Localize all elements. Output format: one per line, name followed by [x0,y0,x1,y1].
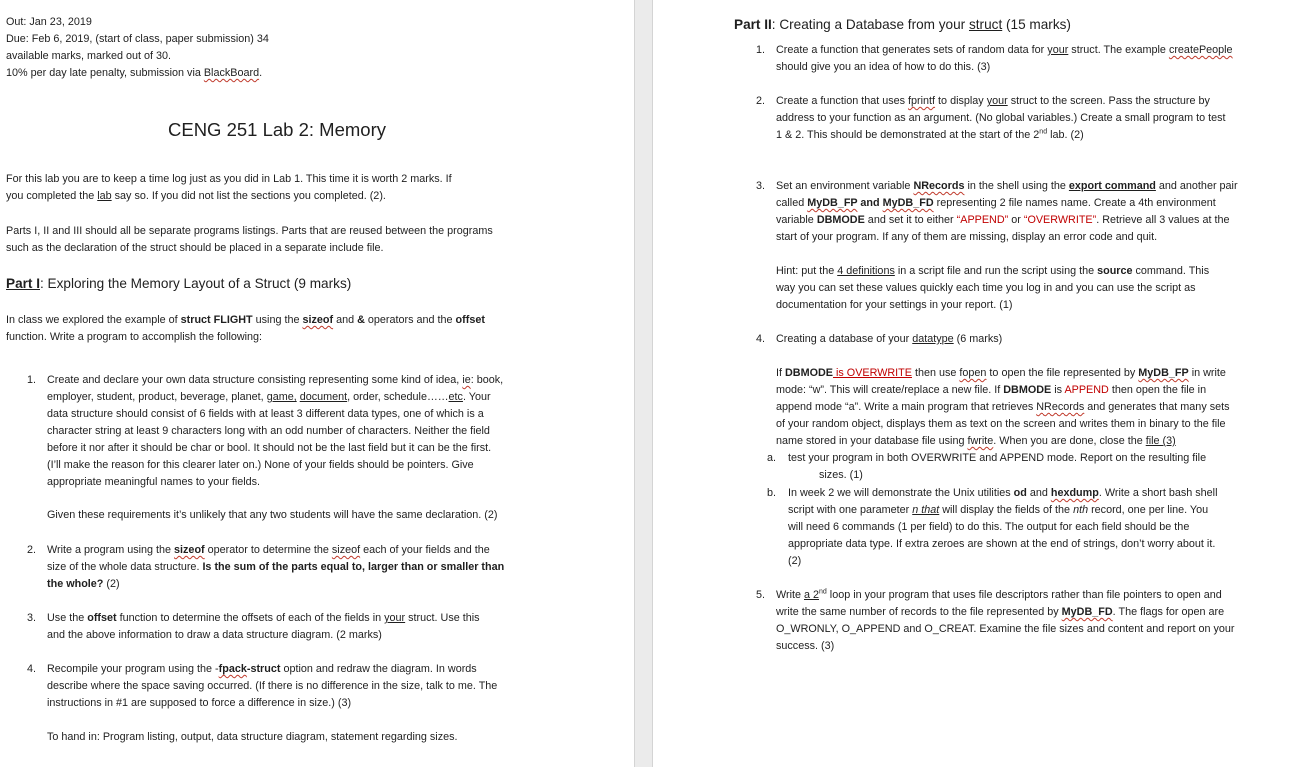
sub-b-letter: b. [767,487,777,499]
t: game, [266,391,297,403]
t: mode: “w”. This will create/replace a new file. If [776,384,1004,396]
t: In week 2 we will demonstrate the Unix utilities [788,487,1014,499]
t: name stored in your database file using [776,435,968,447]
r-item3-l4: start of your program. If any of them are missing, display an error code and quit. [776,231,1158,243]
t: loop in your program that uses file descriptors rather than file pointers to open and [826,589,1222,601]
t: (15 marks) [1002,17,1071,32]
t: MyDB_FP [1138,367,1189,379]
p1-item1-l5: before it nor after it should be char or bool. It should not be the last field but it can be the first. [47,442,492,454]
part1-heading [6,275,351,293]
part2-item1 [776,42,1304,76]
sub-b-l1 [788,485,1304,502]
t: fprintf [908,95,936,107]
t: employer, student, product, beverage, planet, [47,391,267,403]
t: a 2 [804,589,820,601]
intro1-line2 [6,188,626,205]
t: option and redraw the diagram. In words [280,663,477,675]
r-item3-l2 [776,195,1304,212]
sub-b-l4: appropriate data type. If extra zeroes are shown at the end of strings, don’t worry about it. [788,538,1216,550]
sub-b-l3: will need 6 commands (1 per field) to do this. The output for each field should be the [788,521,1190,533]
r-item1-l1 [776,42,1304,59]
t: struct [968,17,1003,32]
t: “APPEND” [956,214,1009,226]
p1-item1-l4: character string at least 9 characters long with an odd number of characters. Neither the field [47,425,490,437]
t: Hint: put the [776,265,838,277]
t: Recompile your program using the - [47,663,219,675]
intro1-line1: For this lab you are to keep a time log just as you did in Lab 1. This time it is worth 2 marks. If [6,173,452,185]
t: MyDB_FP [807,197,858,209]
t: lab. (2) [1047,129,1084,141]
t: Is the sum of the parts equal to, larger than or smaller than [202,561,505,573]
part2-item4-a [788,450,1304,484]
t: size of the whole data structure. [47,561,203,573]
item1-number: 1. [27,374,37,386]
item4-number: 4. [27,663,37,675]
t: and set it to either [864,214,957,226]
r-item5-number: 5. [756,589,766,601]
t: n that [912,504,940,516]
t: , order, schedule…… [347,391,449,403]
r-item4-p2 [776,382,1307,399]
sub-b-l5: (2) [788,555,802,567]
t: append mode “a”. Write a main program that retrieves [776,401,1037,413]
t: DBMODE [1003,384,1052,396]
p1-item2-l3 [47,576,631,593]
lab-title: CENG 251 Lab 2: Memory [168,119,386,140]
t: createPeople [1168,44,1233,56]
hint-l1 [776,263,1304,280]
t: is OVERWRITE [833,367,912,379]
t: MyDB_FD [1061,606,1113,618]
t: then use [911,367,960,379]
due-date-line2: available marks, marked out of 30. [6,50,172,62]
t: NRecords [913,180,965,192]
t: representing 2 file names name. Create a 4th environment [933,197,1216,209]
t: struct. The example [1068,44,1169,56]
t: -struct [246,663,281,675]
t: sizeof [331,544,361,556]
t: Create a function that uses [776,95,909,107]
part1-item2 [47,542,631,593]
t: 4 definitions [837,265,895,277]
p1-item2-l1 [47,542,631,559]
t: the whole? [47,578,104,590]
p1i-g: operators and the [364,314,456,326]
part2-item3 [776,178,1304,246]
part1-item1 [47,372,631,491]
p1-item1-l6: (I’ll make the reason for this clearer later on.) None of your fields should be pointers. Give [47,459,474,471]
t: variable [776,214,817,226]
p1i-c: using the [252,314,303,326]
t: . Retrieve all 3 values at the [1096,214,1230,226]
part1-intro [6,312,626,346]
t: offset [87,612,117,624]
t: APPEND [1064,384,1109,396]
t: MyDB_FD [882,197,934,209]
r-item3-number: 3. [756,180,766,192]
intro1-l2c: say so. If you did not list the sections you completed. (2). [111,190,386,202]
part2-item4-body [776,365,1307,450]
due-date-line1: Due: Feb 6, 2019, (start of class, paper submission) 34 [6,33,269,45]
sub-a-l1: test your program in both OVERWRITE and APPEND mode. Report on the resulting file [788,452,1207,464]
t: in write [1188,367,1226,379]
r-item2-l2: address to your function as an argument. (No global variables.) Create a small program to test [776,112,1226,124]
t: to open the file represented by [986,367,1139,379]
r-item4-p3 [776,399,1307,416]
t: nd [819,588,827,596]
t: od [1013,487,1027,499]
part2-item4-heading [776,331,1304,348]
p1i-a: In class we explored the example of [6,314,181,326]
p1-item4-l2: describe where the space saving occurred. (If there is no difference in the size, talk to me. The [47,680,498,692]
t: fwrite [967,435,994,447]
t: and generates that many sets [1084,401,1230,413]
t: Creating a database of your [776,333,913,345]
t: struct. Use this [405,612,480,624]
t: and [857,197,883,209]
t: : Creating a Database from your [771,17,969,32]
sub-a-l2: sizes. (1) [819,469,863,481]
t: record, one per line. You [1088,504,1209,516]
p1-item1-l2 [47,389,631,406]
t: and another pair [1155,180,1238,192]
hand-in-note: To hand in: Program listing, output, data structure diagram, statement regarding sizes. [47,731,458,743]
t: hexdump [1050,487,1099,499]
t: export command [1068,180,1156,192]
t: nth [1073,504,1089,516]
t: to display [935,95,987,107]
t: fpack [218,663,247,675]
t: etc [448,391,463,403]
r-item5-l4: success. (3) [776,640,835,652]
t: “OVERWRITE” [1023,214,1097,226]
p1i-d: sizeof [302,314,334,326]
part2-item4-b [788,485,1304,570]
t: DBMODE [816,214,865,226]
intro1-l2b: lab [97,190,112,202]
part1-intro-line1 [6,312,626,329]
p1i-h: offset [455,314,485,326]
t: . Your [462,391,491,403]
t: (6 marks) [953,333,1003,345]
t: . Write a short bash shell [1098,487,1218,499]
t: write the same number of records to the file represented by [776,606,1062,618]
p1-item4-l1 [47,661,631,678]
blackboard-link: BlackBoard [203,67,260,79]
late-penalty [6,65,606,82]
t: called [776,197,808,209]
t: If [776,367,785,379]
late-penalty-text: 10% per day late penalty, submission via [6,67,204,79]
t: ie [462,374,471,386]
r-item3-l3 [776,212,1304,229]
t: nd [1039,128,1048,136]
r-item4-p5 [776,433,1307,450]
t: . The flags for open are [1112,606,1225,618]
t: : book, [470,374,504,386]
part1-item4 [47,661,631,712]
t: in the shell using the [964,180,1069,192]
t: sizeof [174,544,205,556]
t: NRecords [1036,401,1085,413]
r-item2-number: 2. [756,95,766,107]
p1i-b: struct FLIGHT [180,314,253,326]
t: fopen [959,367,987,379]
p1-item4-l3: instructions in #1 are supposed to force a difference in size.) (3) [47,697,352,709]
t: file (3) [1145,435,1176,447]
t: Write [776,589,804,601]
r-item3-l1 [776,178,1304,195]
page-gutter [634,0,653,767]
intro-paragraph-1 [6,171,626,205]
late-penalty-end: . [259,67,263,79]
t: or [1008,214,1024,226]
t: is [1051,384,1065,396]
r-item2-l3 [776,127,1304,144]
p1-item1-l3: data structure should consist of 6 fields with at least 3 different data types, one of which is a [47,408,484,420]
part1-intro-line2: function. Write a program to accomplish the following: [6,331,263,343]
r-item5-l3: O_WRONLY, O_APPEND and O_CREAT. Examine the file sizes and content and report on your [776,623,1235,635]
t: each of your fields and the [360,544,490,556]
t: struct to the screen. Pass the structure by [1007,95,1210,107]
t: Set an environment variable [776,180,914,192]
part1-item3 [47,610,631,644]
hint-l2: way you can set these values quickly each time you log in and you can use the script as [776,282,1196,294]
intro2-line2: such as the declaration of the struct should be placed in a separate include file. [6,242,384,254]
intro2-line1: Parts I, II and III should all be separate programs listings. Parts that are reused between the programs [6,225,493,237]
t: then open the file in [1108,384,1207,396]
r-item4-p4: of your random object, displays them as text on the screen and writes them in binary to the file [776,418,1226,430]
t: your [986,95,1008,107]
t: Create and declare your own data structure consisting representing some kind of idea, [47,374,463,386]
item3-number: 3. [27,612,37,624]
t: . When you are done, close the [993,435,1146,447]
item2-number: 2. [27,544,37,556]
intro-paragraph-2 [6,223,626,257]
r-item5-l2 [776,604,1304,621]
document-page-right [653,0,1307,767]
p1-item1-l1 [47,372,631,389]
t: in a script file and run the script using the [894,265,1098,277]
part2-item5 [776,587,1304,655]
part1-title: : Exploring the Memory Layout of a Struct (9 marks) [40,276,352,291]
t: document [299,391,348,403]
p1i-f: & [357,314,365,326]
p1-item1-l7: appropriate meaningful names to your fields. [47,476,261,488]
t: Write a program using the [47,544,175,556]
out-date: Out: Jan 23, 2019 [6,16,92,28]
t: your [1047,44,1069,56]
r-item2-l1 [776,93,1304,110]
hint-l3: documentation for your settings in your report. (1) [776,299,1013,311]
part2-item2 [776,93,1304,144]
p1-item2-l2 [47,559,631,576]
t: script with one parameter [788,504,913,516]
intro1-l2a: you completed the [6,190,98,202]
r-item4-p1 [776,365,1307,382]
part2-heading [734,16,1071,34]
p1-item3-l1 [47,610,631,627]
p1i-e: and [333,314,358,326]
t: DBMODE [785,367,833,379]
t: source [1097,265,1133,277]
t: operator to determine the [204,544,332,556]
t: Use the [47,612,88,624]
part1-item1-note: Given these requirements it’s unlikely that any two students will have the same declaration. (2) [47,509,498,521]
t: Create a function that generates sets of random data for [776,44,1048,56]
t: command. This [1132,265,1210,277]
sub-b-l2 [788,502,1304,519]
t: (2) [103,578,120,590]
t: will display the fields of the [939,504,1074,516]
t: datatype [912,333,954,345]
r-item4-number: 4. [756,333,766,345]
r-item1-number: 1. [756,44,766,56]
t: function to determine the offsets of each of the fields in [116,612,385,624]
sub-a-letter: a. [767,452,777,464]
document-page-left [0,0,634,767]
part2-label: Part II [734,17,772,32]
p1-item3-l2: and the above information to draw a data structure diagram. (2 marks) [47,629,382,641]
part1-label: Part I [6,276,40,291]
assignment-header [6,14,606,82]
r-item1-l2: should give you an idea of how to do this. (3) [776,61,991,73]
r-item5-l1 [776,587,1304,604]
t: 1 & 2. This should be demonstrated at the start of the 2 [776,129,1040,141]
part2-hint [776,263,1304,314]
t: and [1026,487,1051,499]
t: your [384,612,406,624]
